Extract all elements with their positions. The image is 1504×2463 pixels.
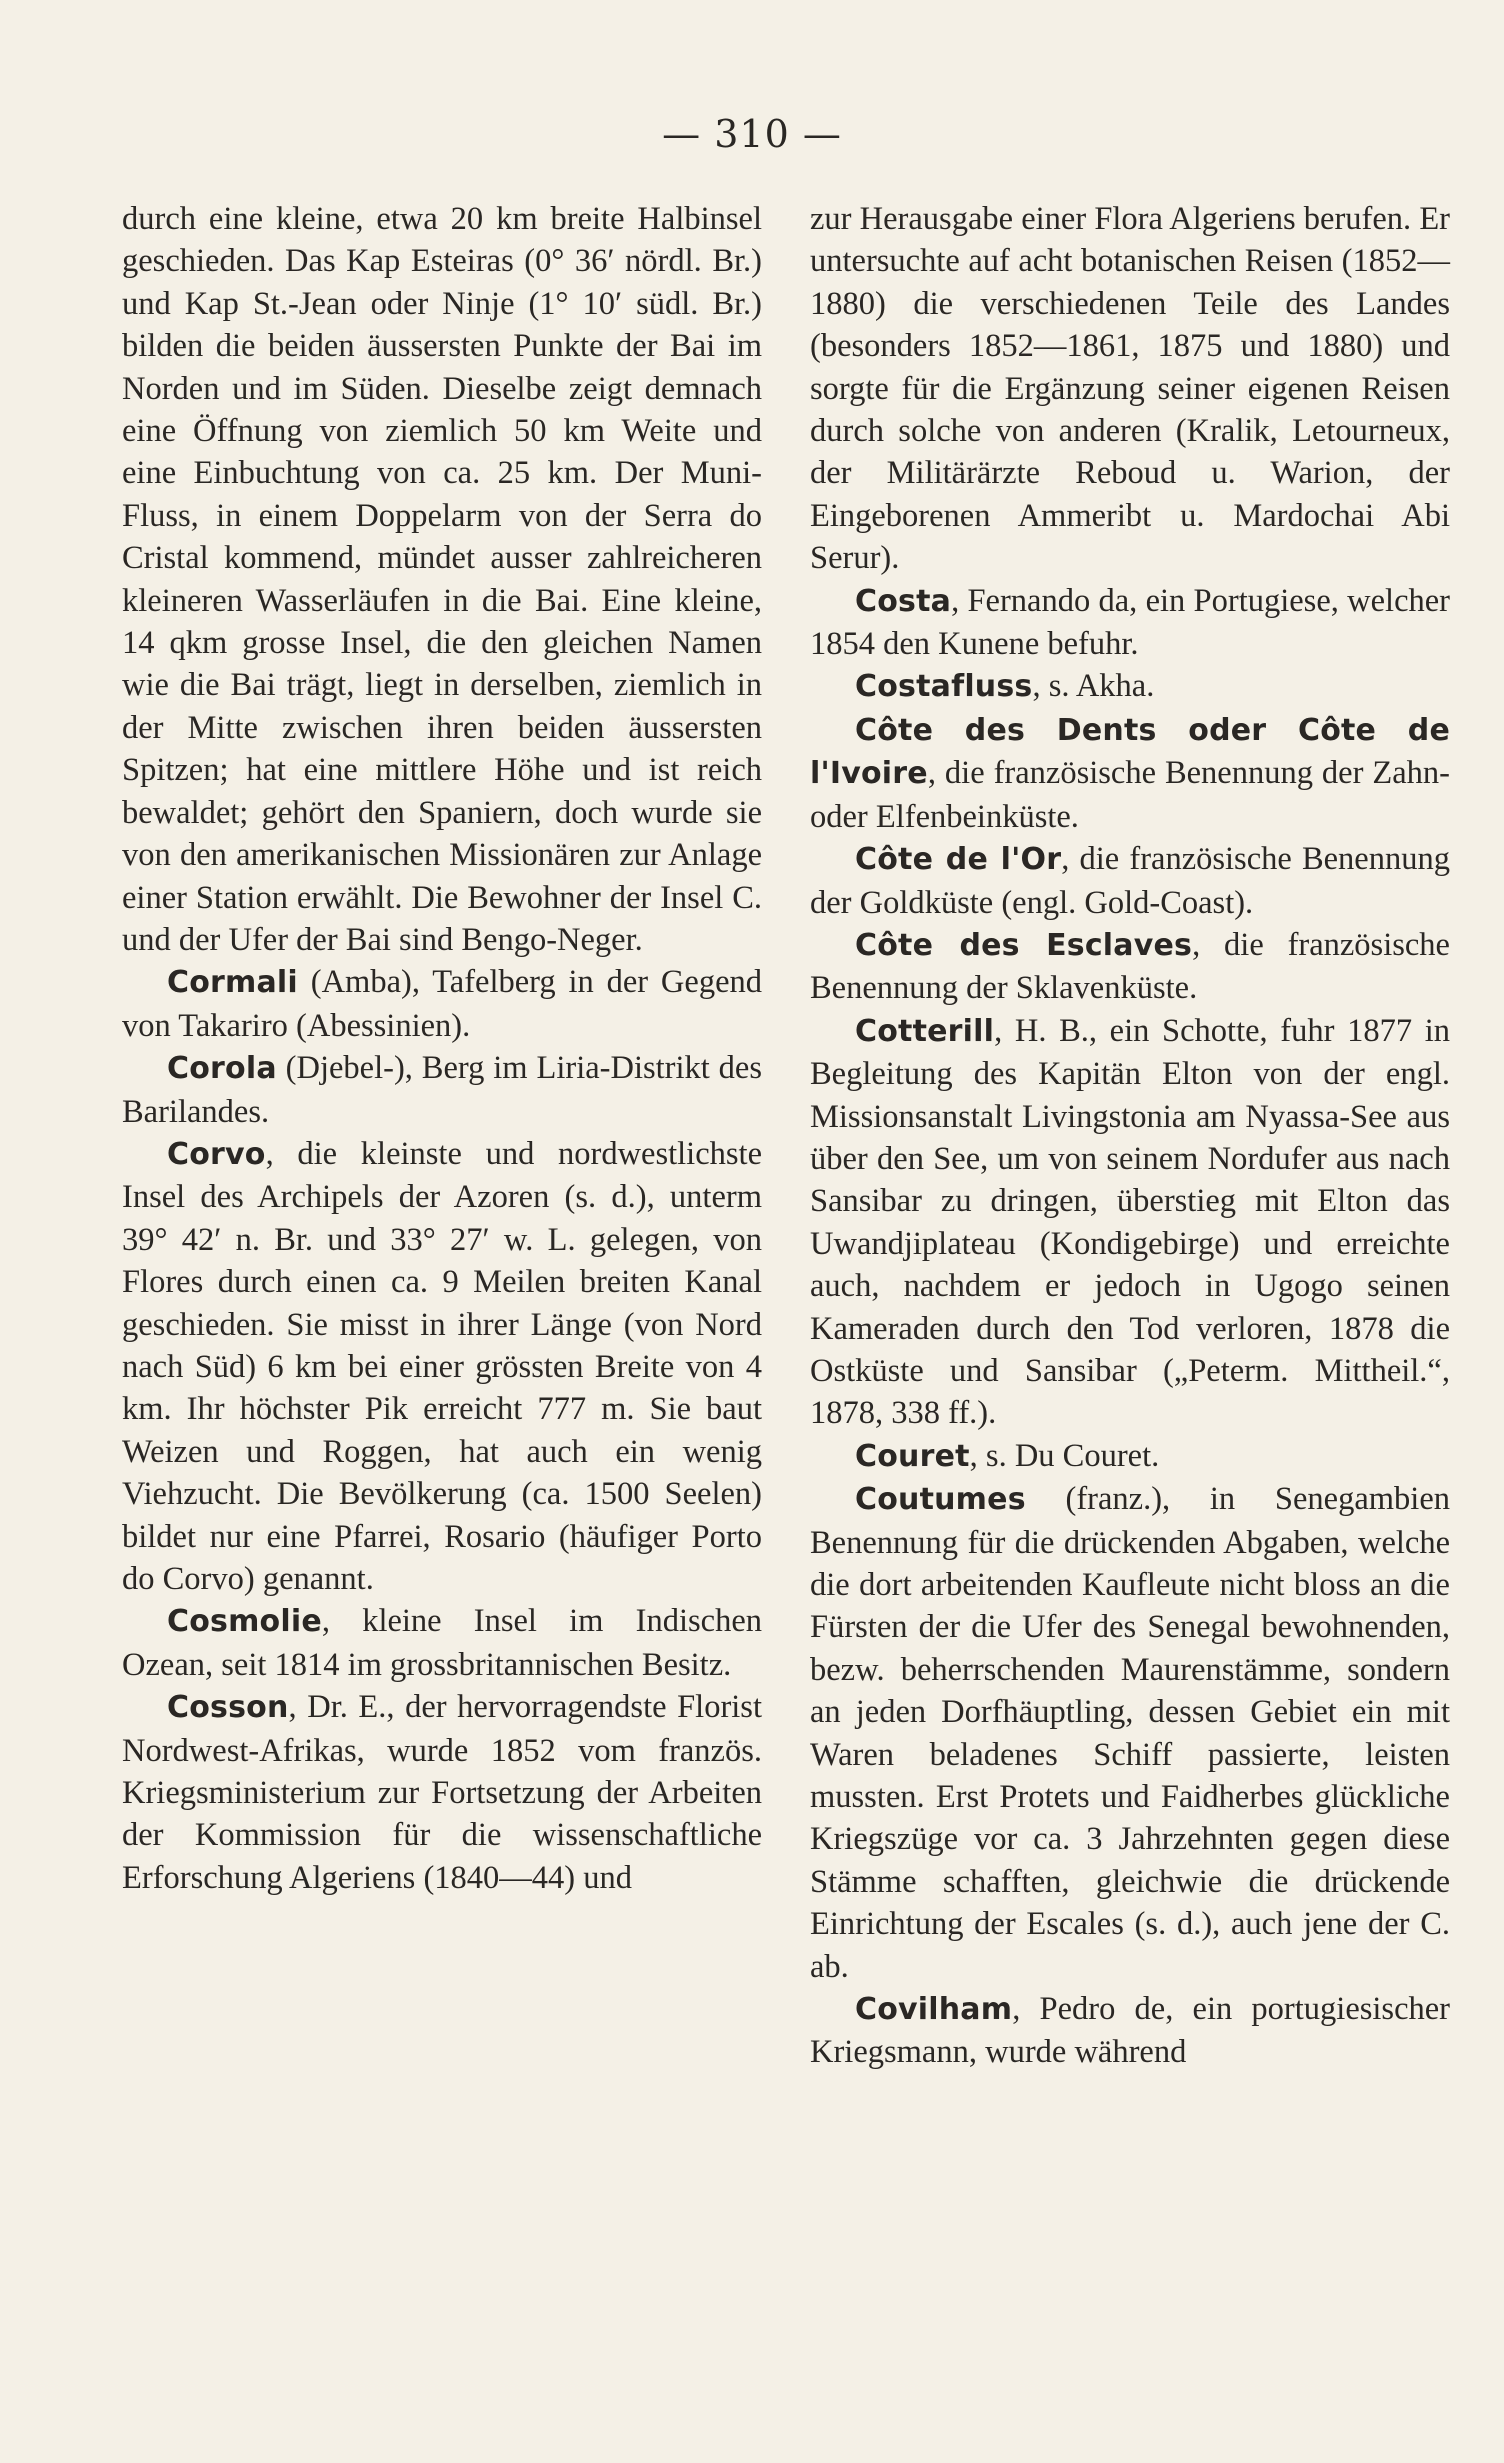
right-column: [810, 198, 1450, 2074]
entry-text: (Djebel-), Berg im Liria-Distrikt des Barilandes.: [122, 1050, 762, 1130]
entry-headword: Côte de l'Or: [855, 842, 1062, 878]
entry-costafluss: [810, 665, 1450, 708]
entry-text: zur Herausgabe einer Flora Algeriens berufen. Er untersuchte auf acht botanischen Reisen (1852—1880) die verschiedenen Teile des Landes (besonders 1852—1861, 1875 und 1880) und sorgte für die Ergänzung seiner eigenen Reisen durch solche von anderen (Kralik, Letourneux, der Militärärzte Reboud u. Warion, der Eingeborenen Ammeribt u. Mardochai Abi Serur).: [810, 201, 1450, 577]
entry-text: , Pedro de, ein portugiesischer Kriegsmann, wurde während: [810, 1991, 1450, 2071]
entry-headword: Costafluss: [855, 669, 1033, 705]
entry-covilham: [810, 1988, 1450, 2074]
entry-corvo: [122, 1133, 762, 1600]
entry-text: (franz.), in Senegambien Benennung für die drückenden Abgaben, welche die dort arbeitenden Kaufleute nicht bloss an die Fürsten der die Ufer des Senegal bewohnenden, bezw. beherrschenden Maurenstämme, sondern an jeden Dorfhäuptling, dessen Gebiet ein mit Waren beladenes Schiff passierte, leisten mussten. Erst Protets und Faidherbes glückliche Kriegszüge vor ca. 3 Jahrzehnten gegen diese Stämme schafften, gleichwie die drückende Einrichtung der Escales (s. d.), auch jene der C. ab.: [810, 1481, 1450, 1985]
entry-cormali: [122, 961, 762, 1047]
entry-coutumes: [810, 1478, 1450, 1988]
entry-couret: [810, 1435, 1450, 1478]
entry-corola: [122, 1047, 762, 1133]
entry-text: , Fernando da, ein Portugiese, welcher 1854 den Kunene befuhr.: [810, 582, 1450, 663]
entry-headword: Cotterill: [855, 1013, 995, 1049]
entry-text: , s. Du Couret.: [969, 1437, 1160, 1474]
entry-text: , H. B., ein Schotte, fuhr 1877 in Begleitung des Kapitän Elton von der engl. Missionsanstalt Livingstonia am Nyassa-See aus über den See, um von seinem Nordufer aus nach Sansibar zu dringen, überstieg mit Elton das Uwandjiplateau (Kondigebirge) und erreichte auch, nachdem er jedoch in Ugogo seinen Kameraden durch den Tod verloren, 1878 die Ostküste und Sansibar („Peterm. Mittheil.“, 1878, 338 ff.).: [810, 1012, 1450, 1432]
entry-text: , die französische Benennung der Sklavenküste.: [810, 926, 1450, 1007]
entry-headword: Costa: [855, 583, 952, 619]
page-number: — 310 —: [662, 112, 842, 156]
entry-headword: Corvo: [167, 1136, 266, 1172]
entry-headword: Cormali: [167, 965, 298, 1001]
entry-text: , die französische Benennung der Goldküste (engl. Gold-Coast).: [810, 841, 1450, 921]
entry-costa: [810, 580, 1450, 666]
entry-corisco-continuation: [122, 198, 762, 961]
entry-text: , s. Akha.: [1032, 668, 1155, 705]
entry-text: , die französische Benennung der Zahn- oder Elfenbeinküste.: [810, 755, 1450, 835]
entry-headword: Coutumes: [855, 1482, 1026, 1518]
entry-text: (Amba), Tafelberg in der Gegend von Takariro (Abessinien).: [122, 964, 762, 1044]
entry-text: , kleine Insel im Indischen Ozean, seit 1814 im grossbritannischen Besitz.: [122, 1603, 762, 1683]
entry-cosson: [122, 1686, 762, 1899]
left-column: [122, 198, 762, 1899]
entry-cosmolie: [122, 1600, 762, 1686]
entry-cote-des-dents: [810, 709, 1450, 838]
entry-headword: Côte des Dents oder Côte de l'Ivoire: [810, 712, 1450, 792]
entry-text: durch eine kleine, etwa 20 km breite Halbinsel geschieden. Das Kap Esteiras (0° 36′ nördl. Br.) und Kap St.-Jean oder Ninje (1° 10′ südl. Br.) bilden die beiden äussersten Punkte der Bai im Norden und im Süden. Dieselbe zeigt demnach eine Öffnung von ziemlich 50 km Weite und eine Einbuchtung von ca. 25 km. Der Muni-Fluss, in einem Doppelarm von der Serra do Cristal kommend, mündet ausser zahlreicheren kleineren Wasserläufen in die Bai. Eine kleine, 14 qkm grosse Insel, die den gleichen Namen wie die Bai trägt, liegt in derselben, ziemlich in der Mitte zwischen ihren beiden äussersten Spitzen; hat eine mittlere Höhe und ist reich bewaldet; gehört den Spaniern, doch wurde sie von den amerikanischen Missionären zur Anlage einer Station erwählt. Die Bewohner der Insel C. und der Ufer der Bai sind Bengo-Neger.: [122, 201, 762, 958]
entry-headword: Corola: [167, 1051, 277, 1087]
entry-headword: Covilham: [855, 1992, 1013, 2028]
entry-headword: Cosmolie: [167, 1604, 322, 1640]
entry-headword: Côte des Esclaves: [855, 927, 1193, 963]
entry-cosson-continuation: [810, 198, 1450, 580]
entry-headword: Cosson: [167, 1690, 289, 1726]
entry-cotterill: [810, 1010, 1450, 1435]
entry-cote-de-l-or: [810, 838, 1450, 924]
entry-cote-des-esclaves: [810, 924, 1450, 1010]
entry-text: , die kleinste und nordwestlichste Insel des Archipels der Azoren (s. d.), unterm 39° 42′ n. Br. und 33° 27′ w. L. gelegen, von Flores durch einen ca. 9 Meilen breiten Kanal geschieden. Sie misst in ihrer Länge (von Nord nach Süd) 6 km bei einer grössten Breite von 4 km. Ihr höchster Pik erreicht 777 m. Sie baut Weizen und Roggen, hat auch ein wenig Viehzucht. Die Bevölkerung (ca. 1500 Seelen) bildet nur eine Pfarrei, Rosario (häufiger Porto do Corvo) genannt.: [122, 1135, 762, 1597]
entry-headword: Couret: [855, 1438, 970, 1474]
entry-text: , Dr. E., der hervorragendste Florist Nordwest-Afrikas, wurde 1852 vom französ. Kriegsministerium zur Fortsetzung der Arbeiten der Kommission für die wissenschaftliche Erforschung Algeriens (1840—44) und: [122, 1689, 762, 1896]
